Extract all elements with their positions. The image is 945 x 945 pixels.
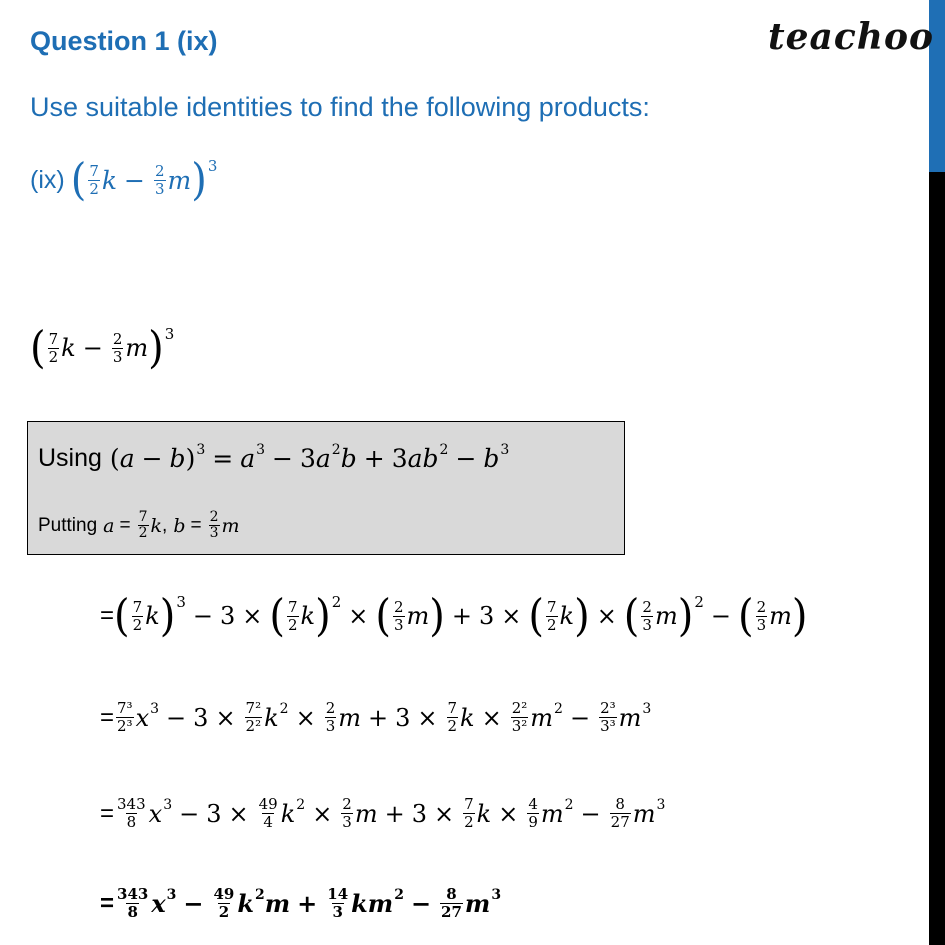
step-3: = $\frac{343}{8}$ x 3 − 3 × $\frac{49}{4}$ k 2 × $\frac{2}{3}$ m + 3 × $\frac{7}{2}$ k × $\frac{4}{9}$ m 2 − $\frac{8}{27}$ m 3	[100, 795, 666, 831]
question-title: Question 1 (ix)	[30, 26, 218, 56]
putting-values: Putting a = $\frac{7}{2}$ k , b = $\frac{2}{3}$ m	[38, 509, 240, 541]
identity-formula: Using ( a − b ) 3 = a 3 − 3 a 2 b + 3 ab 2 − b 3	[38, 441, 510, 473]
using-label: Using	[38, 444, 102, 472]
given-expression: ( $\frac{7}{2}$ k − $\frac{2}{3}$ m ) 3	[30, 322, 175, 374]
identity-box	[27, 421, 625, 555]
step-2: = $\frac{\text{7³}}{\text{2³}}$ x 3 − 3 × $\frac{\text{7²}}{\text{2²}}$ k 2 × $\frac{2}{3}$ m + 3 × $\frac{7}{2}$ k × $\frac{\text{2²}}{\text{3²}}$ m 2 − $\frac{\text{2³}}{\text{3³}}$ m 3	[100, 699, 652, 735]
question-expression: (ix) ( $\frac{7}{2}$ k − $\frac{2}{3}$ m ) 3	[30, 154, 218, 206]
step-1: = ( $\frac{7}{2}$ k ) 3 − 3 × ( $\frac{7}{2}$ k ) 2 × ( $\frac{2}{3}$ m ) + 3 × ( $\frac{7}{2}$ k ) × ( $\frac{2}{3}$ m ) 2 − ( $\frac{2}{3}$ m )	[100, 590, 808, 642]
teachoo-logo: teachoo	[768, 16, 934, 58]
question-label: (ix)	[30, 165, 65, 194]
question-instruction: Use suitable identities to find the following products:	[30, 92, 650, 122]
final-answer: = $\frac{343}{8}$ x 3 − $\frac{49}{2}$ k 2 m + $\frac{14}{3}$ km 2 − $\frac{8}{27}$ m 3	[100, 885, 502, 921]
putting-label: Putting	[38, 514, 98, 536]
